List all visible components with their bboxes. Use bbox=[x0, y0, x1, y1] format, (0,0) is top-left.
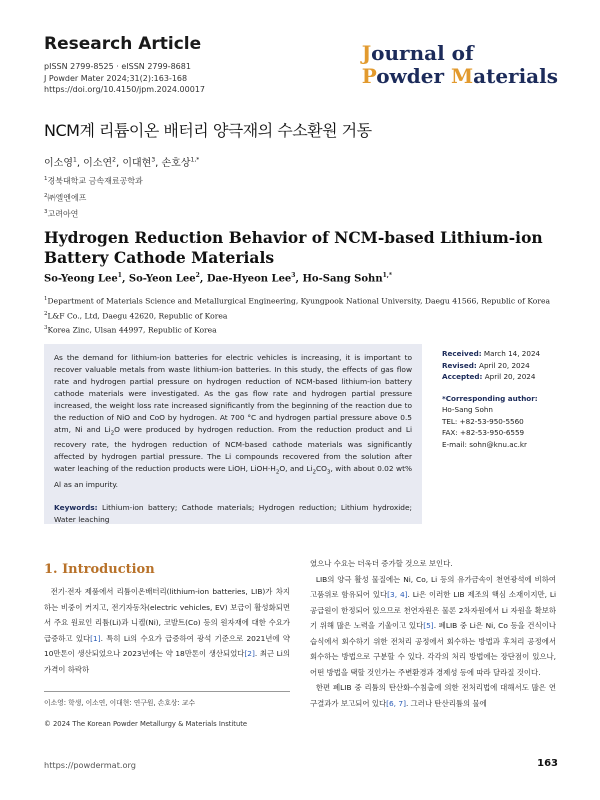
affiliation: $^2$㈜엘엔에프 bbox=[44, 192, 87, 203]
citation-link[interactable]: [3, 4] bbox=[387, 590, 408, 599]
author-name: 이대현 bbox=[122, 158, 152, 169]
keywords-label: Keywords: bbox=[54, 502, 98, 512]
keywords bbox=[54, 502, 412, 526]
email[interactable]: E-mail: sohn@knu.ac.kr bbox=[442, 439, 527, 449]
doi-link[interactable]: https://doi.org/10.4150/jpm.2024.00017 bbox=[44, 85, 205, 94]
issn: pISSN 2799-8525 · eISSN 2799-8681 bbox=[44, 62, 191, 71]
english-affiliations bbox=[44, 293, 564, 337]
affiliation: $^1$경북대학교 금속재료공학과 bbox=[44, 176, 143, 186]
article-type: Research Article bbox=[44, 34, 202, 54]
accepted-date: Accepted: April 20, 2024 bbox=[442, 372, 536, 381]
phone: TEL: +82-53-950-5560 bbox=[442, 416, 524, 426]
english-authors: So-Yeong Lee$^1$, So-Yeon Lee$^2$, Dae-Hyeon Lee$^3$, Ho-Sang Sohn$^{1,*}$ bbox=[44, 272, 393, 285]
citation-link[interactable]: [2] bbox=[244, 649, 255, 658]
fax: FAX: +82-53-950-6559 bbox=[442, 428, 525, 437]
affiliation: $^1$Department of Materials Science and Metallurgical Engineering, Kyungpook National University, Daegu 41566, Republic of Korea bbox=[44, 296, 551, 306]
affiliation: $^3$Korea Zinc, Ulsan 44997, Republic of Korea bbox=[44, 325, 217, 335]
author-name: So-Yeon Lee bbox=[128, 273, 196, 285]
revised-date: Revised: April 20, 2024 bbox=[442, 360, 530, 370]
author-name: 손호상 bbox=[161, 158, 191, 169]
author-name: 이소영 bbox=[44, 158, 73, 169]
journal-logo: Journal of Powder Materials bbox=[361, 41, 558, 88]
korean-authors: 이소영$^1$, 이소연$^2$, 이대현$^3$, 손호상$^{1,*}$ bbox=[44, 156, 200, 169]
abstract-text: As the demand for lithium-ion batteries for electric vehicles is increasing, it is important to recover valuable metals from waste lithium-ion batteries. In this study, the effects of gas flow rate and hydrogen partial pressure on hydrogen reduction of NCM-based lithium-ion battery cathode materials were investigated. As the gas flow rate and hydrogen partial pressure increased, the weight loss rate increased significantly from the beginning of the reaction due to the reduction of NiO and CoO by hydrogen. At 700 °C and hydrogen partial pressure above 0.5 atm, Ni and $Li_2O$ were produced by hydrogen reduction. From the reduction product and Li recovery rate, the hydrogen reduction of NCM-based cathode materials was significantly affected by hydrogen partial pressure. The Li compounds recovered from the solution after water leaching of the reduction products were LiOH, $LiOH\cdot H_2O$, and $Li_2CO_3$, with about 0.02 wt% Al as an impurity. bbox=[54, 353, 412, 489]
author-roles-footnote: 이소영: 학생, 이소연, 이대현: 연구원, 손호상: 교수 bbox=[44, 699, 196, 707]
received-date: Received: March 14, 2024 bbox=[442, 349, 541, 358]
corresponding-author: *Corresponding author: Ho-Sang Sohn TEL: +82-53-950-5560 FAX: +82-53-950-6559 E-mail: sohn@knu.ac.kr bbox=[442, 393, 572, 451]
author-name: 이소연 bbox=[83, 158, 113, 169]
article-info-sidebar bbox=[442, 348, 572, 450]
footnote-divider bbox=[44, 691, 290, 692]
korean-title: NCM계 리튬이온 배터리 양극재의 수소환원 거동 bbox=[44, 121, 372, 140]
intro-right-column: 였으나 수요는 더욱더 증가할 것으로 보인다. LIB의 양극 활성 물질에는 Ni, Co, Li 등의 유가금속이 천연광석에 비하여 고품위로 함유되어 있다[3, 4]. Li은 이러한 LIB 제조의 핵심 소재이지만, Li 공급원이 한정되어 있으므로 천연자원은 물론 2차자원에서 Li 자원을 확보하기 위해 많은 노력을 기울이고 있다[5]. 폐LIB 중 Li은 Ni, Co 등을 건식이나 습식에서 회수하기 위한 전처리 공정에서 회수하는 방법과 후처리 공정에서 회수하는 방법으로 구분할 수 있다. 각각의 처리 방법에는 장단점이 있으나, 어떤 방법을 택할 것인가는 주변환경과 경제성 등에 따라 달라질 것이다. 한편 폐LIB 중 리튬의 탄산화-수침출에 의한 전처리법에 대해서도 많은 연구결과가 보고되어 있다[6, 7]. 그러나 탄산리튬의 물에 bbox=[310, 559, 557, 708]
affiliation: $^3$고려아연 bbox=[44, 209, 79, 219]
author-name: Ho-Sang Sohn bbox=[302, 273, 383, 285]
journal-url-link[interactable]: https://powdermat.org bbox=[44, 760, 136, 770]
korean-affiliations bbox=[44, 172, 143, 222]
citation: J Powder Mater 2024;31(2):163-168 bbox=[44, 73, 188, 83]
abstract-box bbox=[44, 344, 422, 524]
section-heading: 1. Introduction bbox=[44, 562, 155, 577]
citation-link[interactable]: [5] bbox=[423, 621, 434, 630]
affiliation: $^2$L&F Co., Ltd, Daegu 42620, Republic of Korea bbox=[44, 310, 228, 321]
copyright-footnote: © 2024 The Korean Powder Metallurgy & Materials Institute bbox=[44, 720, 248, 728]
author-name: So-Yeong Lee bbox=[44, 273, 118, 285]
citation-link[interactable]: [1] bbox=[90, 633, 101, 643]
intro-left-column: 전기·전자 제품에서 리튬이온배터리(lithium-ion batteries, LIB)가 차지하는 비중이 커지고, 전기자동차(electric vehicles, EV) 보급이 활성화되면서 주요 원료인 리튬(Li)과 니켈(Ni), 코발트(Co) 등의 원자재에 대한 수요가 급증하고 있다[1]. 특히 Li의 수요가 급증하여 광석 기준으로 2021년에 약 10만톤이 생산되었으나 2023년에는 약 18만톤이 생산되었다[2]. 최근 Li의 가격이 하락하 bbox=[44, 587, 290, 674]
english-title: Hydrogen Reduction Behavior of NCM-based Lithium-ion Battery Cathode Materials bbox=[44, 228, 543, 267]
keywords-list: Lithium-ion battery; Cathode materials; Hydrogen reduction; Lithium hydroxide; Water leaching bbox=[54, 502, 412, 524]
page-number: 163 bbox=[537, 758, 558, 769]
author-name: Dae-Hyeon Lee bbox=[206, 273, 292, 285]
citation-link[interactable]: [6, 7] bbox=[386, 698, 406, 708]
publication-meta bbox=[44, 61, 205, 96]
